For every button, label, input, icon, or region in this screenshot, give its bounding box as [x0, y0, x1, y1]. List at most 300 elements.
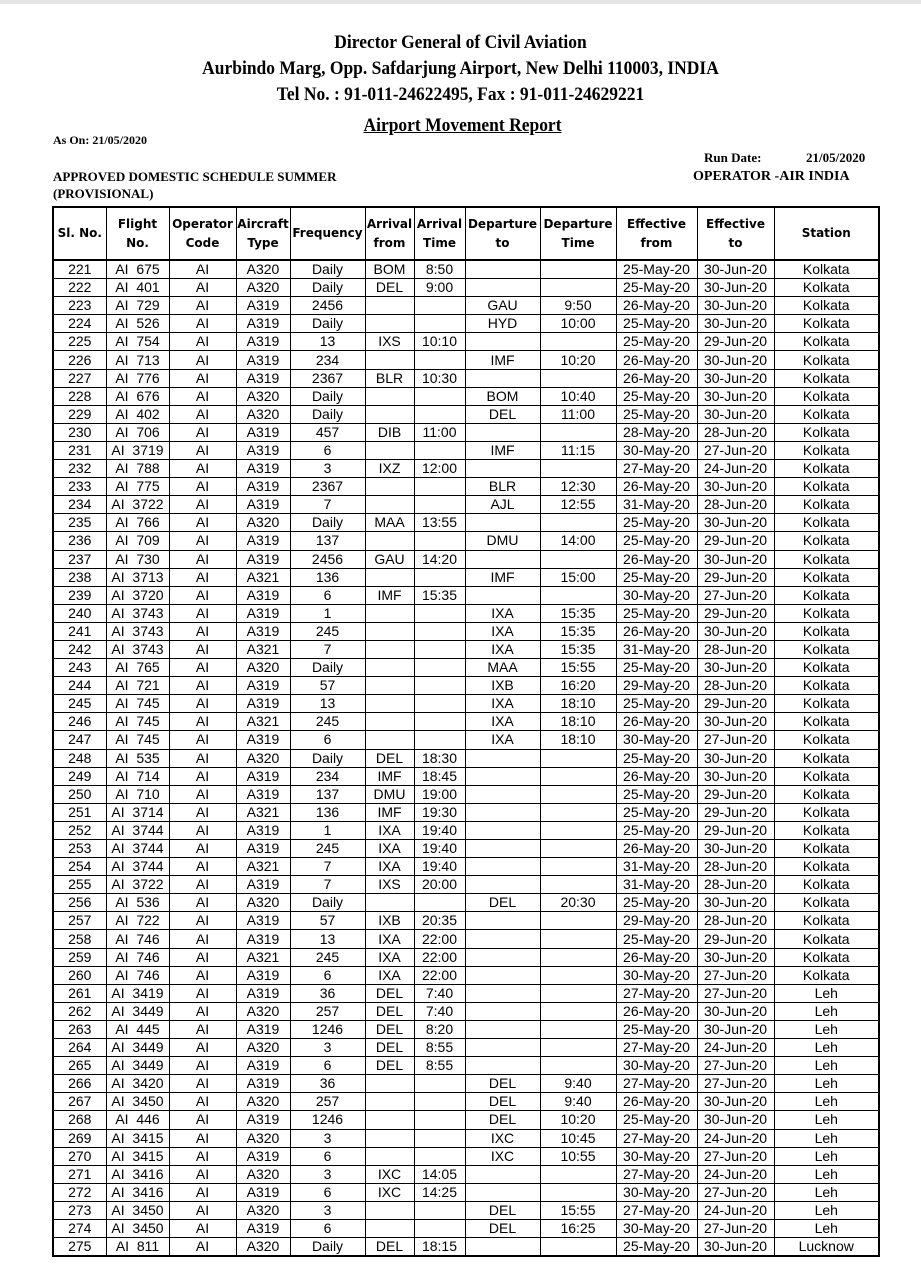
- cell-effective-from: 27-May-20: [616, 1165, 697, 1183]
- cell-effective-from: 30-May-20: [616, 1219, 697, 1237]
- cell-departure-time: [540, 279, 616, 297]
- cell-operator-code: AI: [169, 279, 236, 297]
- cell-flight-no: AI 754: [106, 333, 169, 351]
- cell-arrival-from: [365, 405, 414, 423]
- cell-aircraft-type: A320: [236, 1093, 290, 1111]
- cell-arrival-from: [365, 713, 414, 731]
- cell-effective-from: 25-May-20: [616, 260, 697, 279]
- cell-frequency: 136: [290, 568, 365, 586]
- cell-station: Leh: [774, 1075, 879, 1093]
- cell-operator-code: AI: [169, 514, 236, 532]
- cell-station: Kolkata: [774, 297, 879, 315]
- cell-departure-time: 10:40: [540, 387, 616, 405]
- table-row: [53, 731, 879, 749]
- table-row: [53, 803, 879, 821]
- table-row: [53, 514, 879, 532]
- cell-departure-to: MAA: [465, 659, 540, 677]
- column-header-text: Time: [561, 235, 595, 250]
- cell-operator-code: AI: [169, 622, 236, 640]
- table-row: [53, 1147, 879, 1165]
- cell-flight-no: AI 710: [106, 785, 169, 803]
- cell-sl-no: 223: [53, 297, 106, 315]
- cell-effective-to: 29-Jun-20: [697, 568, 774, 586]
- cell-flight-no: AI 811: [106, 1238, 169, 1257]
- cell-frequency: 2456: [290, 297, 365, 315]
- cell-station: Kolkata: [774, 785, 879, 803]
- cell-flight-no: AI 3722: [106, 496, 169, 514]
- cell-effective-to: 30-Jun-20: [697, 1238, 774, 1257]
- cell-frequency: 1246: [290, 1020, 365, 1038]
- cell-frequency: 36: [290, 1075, 365, 1093]
- cell-departure-time: 10:00: [540, 315, 616, 333]
- cell-station: Kolkata: [774, 622, 879, 640]
- cell-effective-to: 27-Jun-20: [697, 966, 774, 984]
- cell-aircraft-type: A320: [236, 894, 290, 912]
- cell-arrival-from: BOM: [365, 260, 414, 279]
- cell-operator-code: AI: [169, 1129, 236, 1147]
- cell-arrival-time: 14:20: [414, 550, 465, 568]
- cell-arrival-time: 18:30: [414, 749, 465, 767]
- cell-station: Leh: [774, 1093, 879, 1111]
- table-row: [53, 1183, 879, 1201]
- table-row: [53, 279, 879, 297]
- cell-aircraft-type: A319: [236, 460, 290, 478]
- cell-frequency: 137: [290, 532, 365, 550]
- cell-sl-no: 275: [53, 1238, 106, 1257]
- cell-effective-to: 30-Jun-20: [697, 1020, 774, 1038]
- cell-station: Kolkata: [774, 441, 879, 459]
- cell-arrival-time: 19:40: [414, 858, 465, 876]
- table-row: [53, 930, 879, 948]
- cell-departure-time: [540, 966, 616, 984]
- cell-arrival-from: DEL: [365, 1020, 414, 1038]
- cell-effective-from: 25-May-20: [616, 695, 697, 713]
- cell-effective-from: 27-May-20: [616, 460, 697, 478]
- cell-frequency: 7: [290, 876, 365, 894]
- cell-effective-from: 25-May-20: [616, 532, 697, 550]
- cell-flight-no: AI 766: [106, 514, 169, 532]
- cell-operator-code: AI: [169, 1039, 236, 1057]
- cell-station: Kolkata: [774, 840, 879, 858]
- cell-arrival-time: [414, 695, 465, 713]
- cell-arrival-time: 19:40: [414, 821, 465, 839]
- cell-effective-from: 25-May-20: [616, 387, 697, 405]
- cell-effective-to: 30-Jun-20: [697, 767, 774, 785]
- cell-aircraft-type: A320: [236, 405, 290, 423]
- cell-flight-no: AI 3420: [106, 1075, 169, 1093]
- cell-frequency: 1246: [290, 1111, 365, 1129]
- cell-flight-no: AI 706: [106, 423, 169, 441]
- cell-effective-to: 30-Jun-20: [697, 550, 774, 568]
- cell-station: Leh: [774, 1057, 879, 1075]
- cell-effective-from: 28-May-20: [616, 423, 697, 441]
- cell-station: Kolkata: [774, 405, 879, 423]
- cell-station: Kolkata: [774, 858, 879, 876]
- cell-frequency: 136: [290, 803, 365, 821]
- table-row: [53, 1165, 879, 1183]
- cell-aircraft-type: A319: [236, 840, 290, 858]
- column-header-text: Type: [247, 235, 279, 250]
- cell-aircraft-type: A321: [236, 858, 290, 876]
- column-header-text: Station: [801, 226, 851, 240]
- table-row: [53, 1020, 879, 1038]
- cell-effective-to: 30-Jun-20: [697, 514, 774, 532]
- cell-arrival-from: IXS: [365, 333, 414, 351]
- cell-flight-no: AI 401: [106, 279, 169, 297]
- cell-aircraft-type: A319: [236, 785, 290, 803]
- cell-effective-from: 25-May-20: [616, 1111, 697, 1129]
- cell-frequency: 245: [290, 622, 365, 640]
- cell-departure-to: [465, 821, 540, 839]
- cell-departure-to: [465, 1002, 540, 1020]
- cell-aircraft-type: A320: [236, 749, 290, 767]
- cell-sl-no: 270: [53, 1147, 106, 1165]
- cell-effective-from: 26-May-20: [616, 948, 697, 966]
- cell-operator-code: AI: [169, 731, 236, 749]
- cell-operator-code: AI: [169, 478, 236, 496]
- cell-sl-no: 241: [53, 622, 106, 640]
- cell-arrival-time: [414, 659, 465, 677]
- cell-operator-code: AI: [169, 333, 236, 351]
- cell-frequency: 6: [290, 1057, 365, 1075]
- cell-departure-to: BOM: [465, 387, 540, 405]
- table-row: [53, 1238, 879, 1257]
- cell-frequency: Daily: [290, 749, 365, 767]
- cell-frequency: 6: [290, 731, 365, 749]
- table-row: [53, 478, 879, 496]
- cell-departure-time: [540, 333, 616, 351]
- cell-arrival-from: DIB: [365, 423, 414, 441]
- cell-flight-no: AI 722: [106, 912, 169, 930]
- cell-departure-time: 12:30: [540, 478, 616, 496]
- cell-sl-no: 249: [53, 767, 106, 785]
- table-header-row: [53, 207, 879, 260]
- cell-aircraft-type: A319: [236, 297, 290, 315]
- cell-effective-to: 30-Jun-20: [697, 405, 774, 423]
- cell-departure-to: IXC: [465, 1147, 540, 1165]
- table-row: [53, 677, 879, 695]
- column-header-text: Arrival: [366, 216, 413, 231]
- table-row: [53, 858, 879, 876]
- cell-departure-time: [540, 1165, 616, 1183]
- cell-frequency: 13: [290, 695, 365, 713]
- cell-operator-code: AI: [169, 785, 236, 803]
- cell-effective-from: 25-May-20: [616, 315, 697, 333]
- cell-operator-code: AI: [169, 315, 236, 333]
- cell-departure-to: IMF: [465, 441, 540, 459]
- report-title: Airport Movement Report: [363, 115, 562, 136]
- cell-flight-no: AI 3743: [106, 640, 169, 658]
- column-header-text: Effective: [627, 216, 686, 231]
- column-header-text: from: [640, 235, 673, 250]
- cell-departure-time: 11:15: [540, 441, 616, 459]
- cell-departure-to: [465, 1039, 540, 1057]
- cell-departure-to: [465, 749, 540, 767]
- cell-operator-code: AI: [169, 586, 236, 604]
- cell-station: Leh: [774, 1039, 879, 1057]
- cell-arrival-time: 22:00: [414, 948, 465, 966]
- cell-effective-from: 25-May-20: [616, 821, 697, 839]
- cell-station: Kolkata: [774, 876, 879, 894]
- cell-effective-to: 30-Jun-20: [697, 315, 774, 333]
- column-header-flight-no: [106, 207, 169, 260]
- cell-arrival-from: [365, 351, 414, 369]
- cell-station: Kolkata: [774, 460, 879, 478]
- cell-aircraft-type: A319: [236, 1057, 290, 1075]
- cell-arrival-time: 8:55: [414, 1057, 465, 1075]
- cell-arrival-from: IXB: [365, 912, 414, 930]
- cell-frequency: 2456: [290, 550, 365, 568]
- cell-station: Kolkata: [774, 966, 879, 984]
- cell-departure-time: 9:40: [540, 1093, 616, 1111]
- cell-arrival-time: [414, 387, 465, 405]
- table-row: [53, 821, 879, 839]
- cell-departure-to: [465, 333, 540, 351]
- cell-frequency: 6: [290, 441, 365, 459]
- cell-station: Kolkata: [774, 496, 879, 514]
- cell-station: Kolkata: [774, 387, 879, 405]
- cell-aircraft-type: A319: [236, 767, 290, 785]
- table-row: [53, 840, 879, 858]
- schedule-title: APPROVED DOMESTIC SCHEDULE SUMMER: [53, 169, 337, 184]
- cell-effective-to: 28-Jun-20: [697, 912, 774, 930]
- cell-station: Kolkata: [774, 333, 879, 351]
- cell-effective-to: 30-Jun-20: [697, 297, 774, 315]
- cell-effective-from: 25-May-20: [616, 568, 697, 586]
- column-header-text: to: [495, 235, 510, 250]
- table-body: [53, 260, 879, 1256]
- cell-flight-no: AI 721: [106, 677, 169, 695]
- cell-effective-from: 25-May-20: [616, 659, 697, 677]
- cell-effective-from: 25-May-20: [616, 405, 697, 423]
- cell-effective-to: 27-Jun-20: [697, 586, 774, 604]
- cell-departure-time: 10:20: [540, 1111, 616, 1129]
- cell-departure-time: 11:00: [540, 405, 616, 423]
- cell-departure-time: 9:50: [540, 297, 616, 315]
- cell-arrival-time: [414, 677, 465, 695]
- cell-effective-from: 25-May-20: [616, 1020, 697, 1038]
- cell-departure-time: 15:35: [540, 604, 616, 622]
- cell-station: Leh: [774, 1219, 879, 1237]
- cell-arrival-from: [365, 604, 414, 622]
- cell-station: Kolkata: [774, 948, 879, 966]
- table-row: [53, 1201, 879, 1219]
- cell-operator-code: AI: [169, 1147, 236, 1165]
- table-row: [53, 604, 879, 622]
- cell-frequency: 57: [290, 912, 365, 930]
- cell-sl-no: 255: [53, 876, 106, 894]
- cell-aircraft-type: A320: [236, 279, 290, 297]
- cell-sl-no: 272: [53, 1183, 106, 1201]
- cell-departure-to: [465, 840, 540, 858]
- table-row: [53, 297, 879, 315]
- cell-effective-to: 28-Jun-20: [697, 640, 774, 658]
- cell-arrival-from: [365, 1201, 414, 1219]
- cell-aircraft-type: A320: [236, 260, 290, 279]
- cell-sl-no: 229: [53, 405, 106, 423]
- cell-station: Kolkata: [774, 640, 879, 658]
- cell-effective-to: 27-Jun-20: [697, 731, 774, 749]
- cell-departure-time: [540, 369, 616, 387]
- cell-arrival-time: [414, 568, 465, 586]
- cell-operator-code: AI: [169, 1165, 236, 1183]
- cell-effective-to: 30-Jun-20: [697, 622, 774, 640]
- cell-sl-no: 263: [53, 1020, 106, 1038]
- cell-departure-time: 18:10: [540, 731, 616, 749]
- cell-departure-time: 15:55: [540, 1201, 616, 1219]
- cell-arrival-time: 8:20: [414, 1020, 465, 1038]
- cell-arrival-time: [414, 1093, 465, 1111]
- table-row: [53, 586, 879, 604]
- cell-effective-from: 31-May-20: [616, 496, 697, 514]
- cell-arrival-from: IXC: [365, 1183, 414, 1201]
- cell-departure-time: [540, 840, 616, 858]
- cell-arrival-from: DEL: [365, 749, 414, 767]
- cell-flight-no: AI 730: [106, 550, 169, 568]
- cell-departure-to: IXA: [465, 604, 540, 622]
- cell-sl-no: 271: [53, 1165, 106, 1183]
- cell-arrival-time: 22:00: [414, 930, 465, 948]
- cell-flight-no: AI 714: [106, 767, 169, 785]
- cell-arrival-time: 10:30: [414, 369, 465, 387]
- cell-flight-no: AI 709: [106, 532, 169, 550]
- cell-flight-no: AI 3744: [106, 840, 169, 858]
- cell-arrival-from: [365, 1147, 414, 1165]
- cell-sl-no: 266: [53, 1075, 106, 1093]
- cell-effective-to: 28-Jun-20: [697, 677, 774, 695]
- cell-arrival-time: 11:00: [414, 423, 465, 441]
- cell-arrival-time: 18:45: [414, 767, 465, 785]
- cell-departure-to: DEL: [465, 1219, 540, 1237]
- cell-departure-time: [540, 1057, 616, 1075]
- cell-operator-code: AI: [169, 659, 236, 677]
- cell-departure-to: [465, 912, 540, 930]
- cell-station: Leh: [774, 1002, 879, 1020]
- cell-arrival-time: [414, 351, 465, 369]
- cell-aircraft-type: A319: [236, 1147, 290, 1165]
- table-row: [53, 749, 879, 767]
- cell-departure-time: 15:00: [540, 568, 616, 586]
- cell-flight-no: AI 745: [106, 713, 169, 731]
- cell-aircraft-type: A319: [236, 333, 290, 351]
- cell-effective-to: 30-Jun-20: [697, 1093, 774, 1111]
- cell-effective-from: 26-May-20: [616, 840, 697, 858]
- cell-arrival-time: [414, 1201, 465, 1219]
- cell-departure-time: [540, 514, 616, 532]
- cell-aircraft-type: A320: [236, 1002, 290, 1020]
- cell-flight-no: AI 765: [106, 659, 169, 677]
- cell-departure-to: [465, 1165, 540, 1183]
- column-header-operator-code: [169, 207, 236, 260]
- cell-departure-time: [540, 858, 616, 876]
- cell-flight-no: AI 676: [106, 387, 169, 405]
- cell-departure-to: IMF: [465, 351, 540, 369]
- column-header-departure-to: [465, 207, 540, 260]
- cell-effective-to: 29-Jun-20: [697, 604, 774, 622]
- cell-station: Kolkata: [774, 550, 879, 568]
- cell-sl-no: 225: [53, 333, 106, 351]
- cell-departure-to: DEL: [465, 894, 540, 912]
- cell-station: Kolkata: [774, 894, 879, 912]
- table-row: [53, 333, 879, 351]
- cell-frequency: 6: [290, 1183, 365, 1201]
- cell-sl-no: 268: [53, 1111, 106, 1129]
- cell-station: Kolkata: [774, 532, 879, 550]
- cell-flight-no: AI 746: [106, 948, 169, 966]
- cell-arrival-from: [365, 731, 414, 749]
- cell-frequency: Daily: [290, 315, 365, 333]
- cell-operator-code: AI: [169, 496, 236, 514]
- cell-aircraft-type: A320: [236, 387, 290, 405]
- table-row: [53, 1057, 879, 1075]
- cell-effective-to: 30-Jun-20: [697, 387, 774, 405]
- cell-effective-to: 24-Jun-20: [697, 460, 774, 478]
- cell-aircraft-type: A319: [236, 604, 290, 622]
- cell-arrival-time: [414, 478, 465, 496]
- cell-operator-code: AI: [169, 803, 236, 821]
- cell-frequency: 57: [290, 677, 365, 695]
- cell-station: Kolkata: [774, 803, 879, 821]
- cell-departure-time: 15:35: [540, 640, 616, 658]
- cell-departure-to: [465, 279, 540, 297]
- table-row: [53, 550, 879, 568]
- cell-arrival-time: 9:00: [414, 279, 465, 297]
- cell-station: Leh: [774, 1129, 879, 1147]
- cell-sl-no: 230: [53, 423, 106, 441]
- cell-frequency: 3: [290, 1039, 365, 1057]
- cell-arrival-from: [365, 1075, 414, 1093]
- cell-flight-no: AI 3449: [106, 1057, 169, 1075]
- cell-departure-time: 12:55: [540, 496, 616, 514]
- cell-station: Kolkata: [774, 568, 879, 586]
- cell-station: Kolkata: [774, 821, 879, 839]
- cell-operator-code: AI: [169, 604, 236, 622]
- cell-sl-no: 274: [53, 1219, 106, 1237]
- cell-operator-code: AI: [169, 1002, 236, 1020]
- cell-effective-from: 30-May-20: [616, 966, 697, 984]
- cell-operator-code: AI: [169, 1219, 236, 1237]
- cell-frequency: 2367: [290, 369, 365, 387]
- cell-effective-to: 28-Jun-20: [697, 496, 774, 514]
- cell-frequency: Daily: [290, 659, 365, 677]
- cell-flight-no: AI 729: [106, 297, 169, 315]
- table-row: [53, 984, 879, 1002]
- cell-operator-code: AI: [169, 260, 236, 279]
- table-row: [53, 423, 879, 441]
- cell-effective-to: 29-Jun-20: [697, 821, 774, 839]
- cell-arrival-from: IXA: [365, 840, 414, 858]
- cell-operator-code: AI: [169, 1111, 236, 1129]
- cell-effective-from: 27-May-20: [616, 1039, 697, 1057]
- cell-departure-to: IXA: [465, 640, 540, 658]
- cell-operator-code: AI: [169, 948, 236, 966]
- cell-operator-code: AI: [169, 532, 236, 550]
- cell-arrival-time: [414, 622, 465, 640]
- cell-arrival-from: [365, 297, 414, 315]
- table-row: [53, 894, 879, 912]
- cell-arrival-time: [414, 315, 465, 333]
- table-row: [53, 713, 879, 731]
- cell-arrival-time: [414, 604, 465, 622]
- cell-effective-from: 27-May-20: [616, 984, 697, 1002]
- cell-arrival-from: IXA: [365, 948, 414, 966]
- cell-effective-to: 30-Jun-20: [697, 260, 774, 279]
- cell-effective-to: 30-Jun-20: [697, 713, 774, 731]
- cell-aircraft-type: A319: [236, 930, 290, 948]
- cell-effective-from: 25-May-20: [616, 785, 697, 803]
- cell-station: Kolkata: [774, 604, 879, 622]
- cell-departure-to: [465, 460, 540, 478]
